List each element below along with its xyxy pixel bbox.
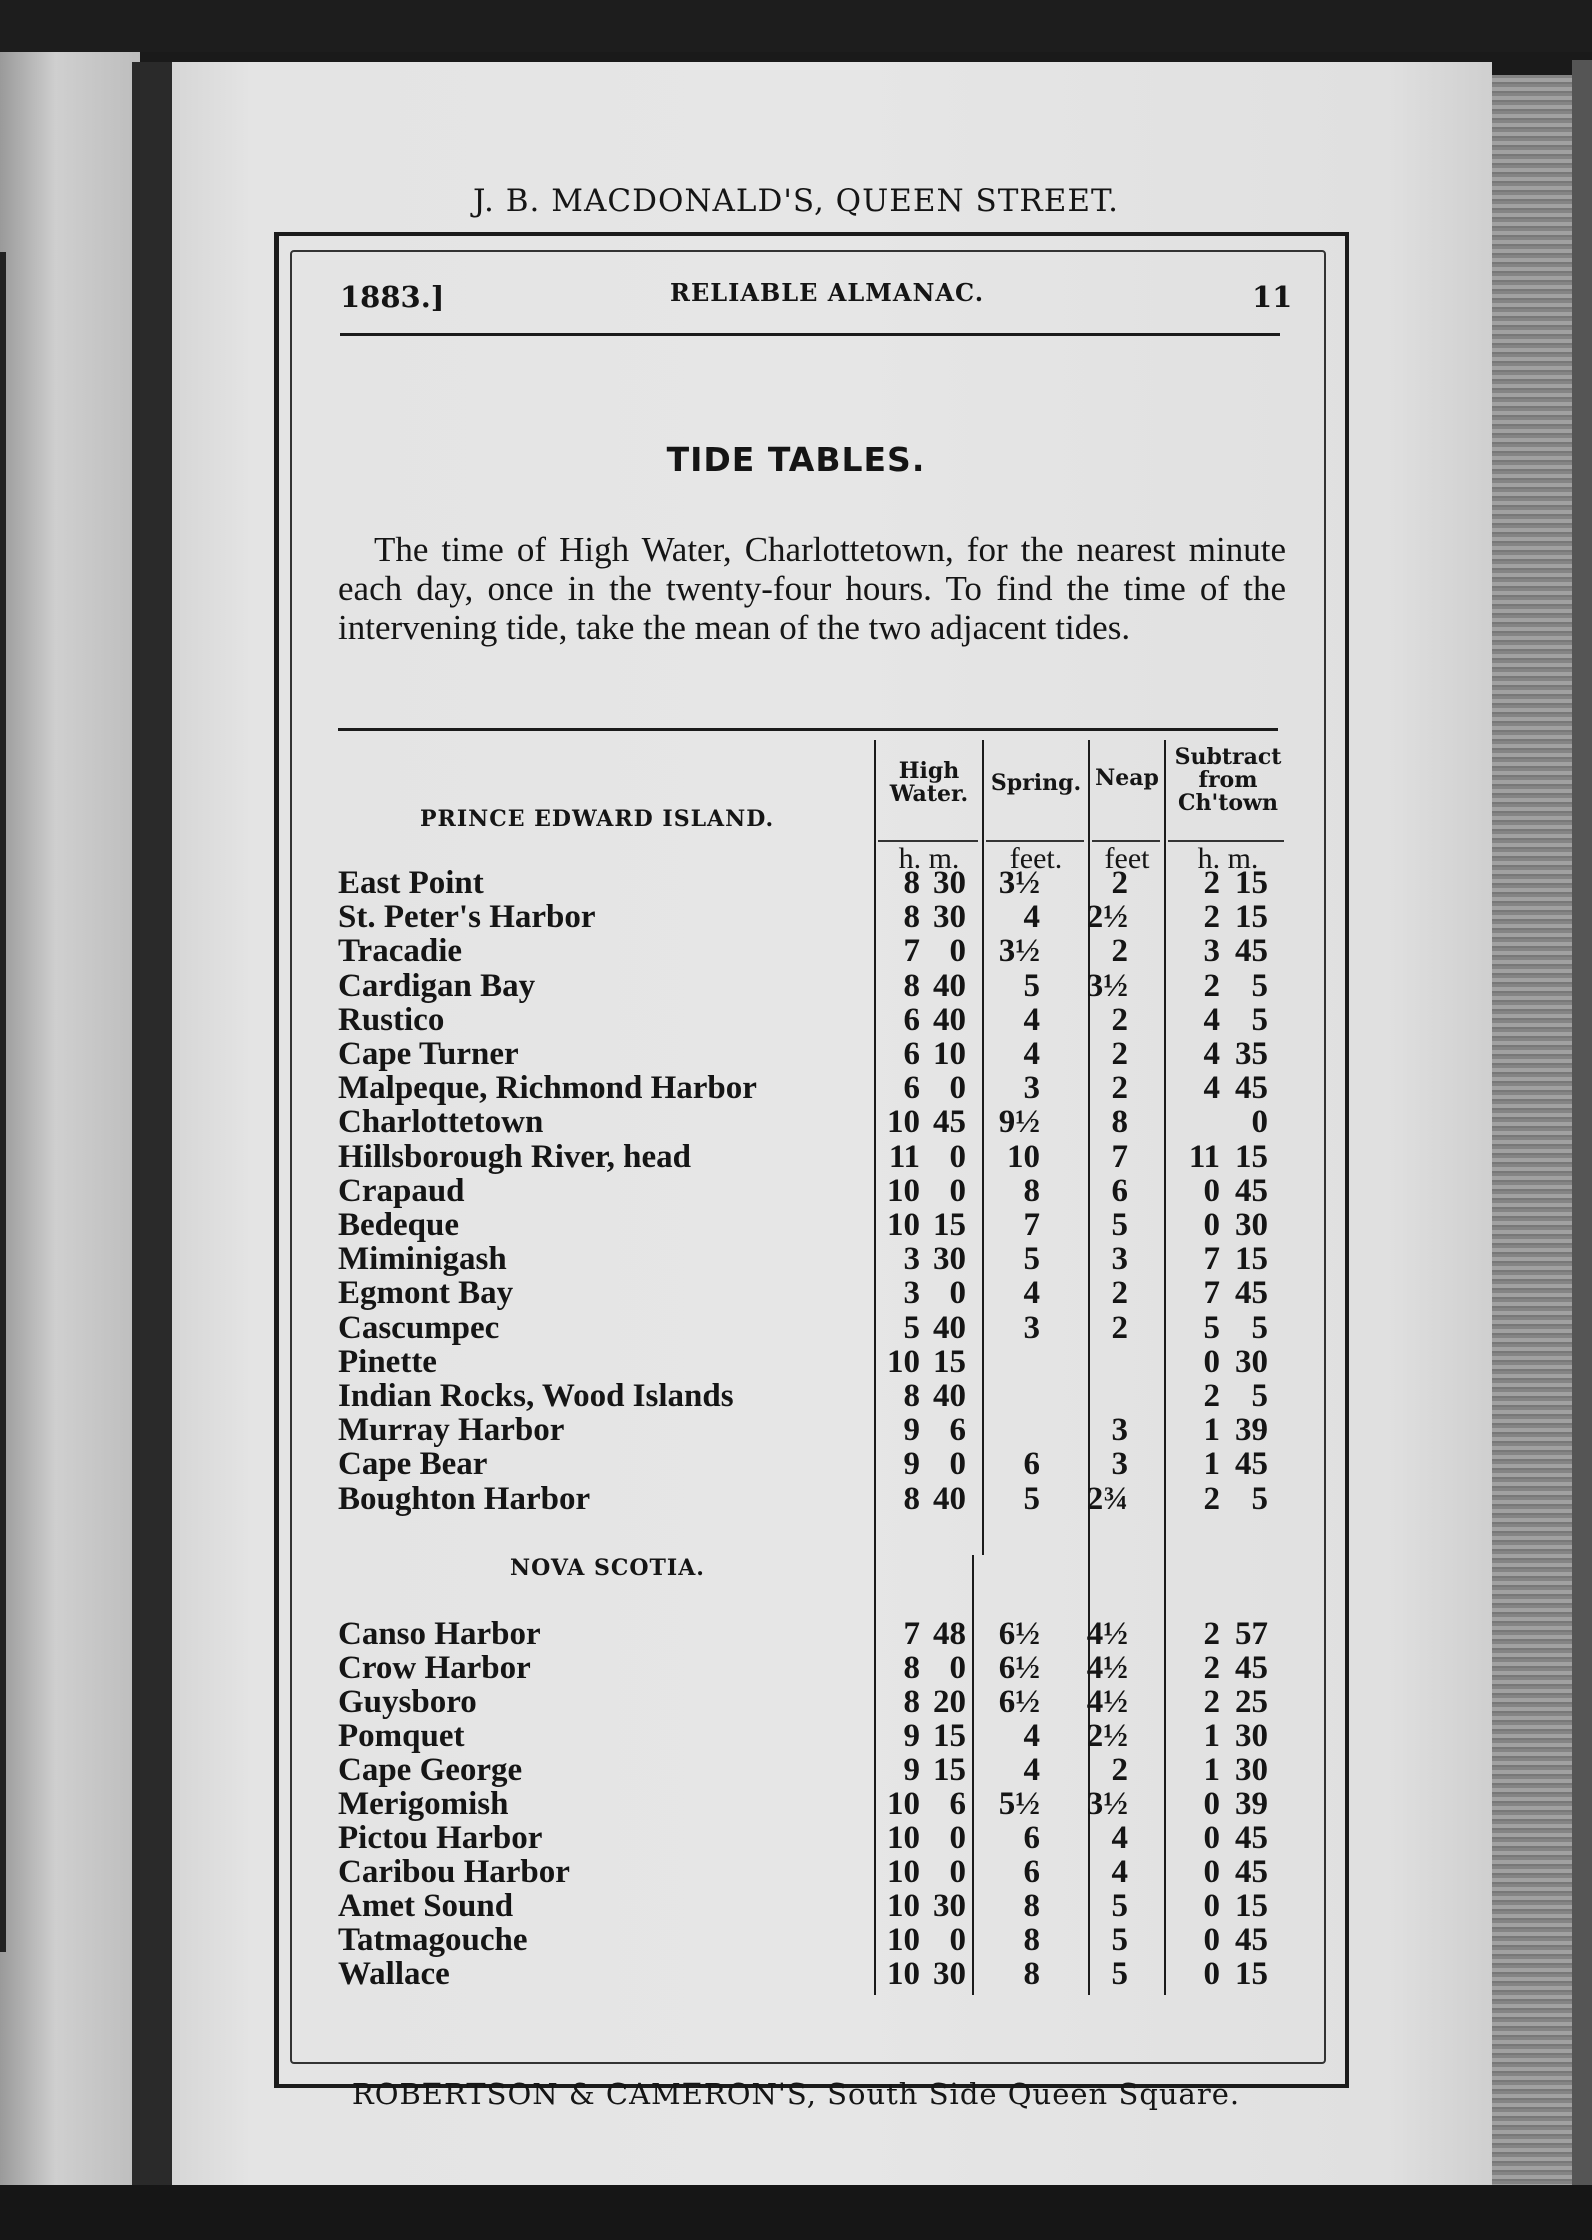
cell-sh: 1	[1203, 1446, 1220, 1483]
cell-spring: 5½	[998, 1786, 1040, 1822]
cell-h: 10	[887, 1207, 920, 1243]
running-head: J. B. MACDONALD'S, QUEEN STREET.	[473, 183, 1119, 219]
table-row	[0, 1753, 1592, 1787]
cell-h: 10	[887, 1786, 920, 1822]
cell-m: 0	[949, 1172, 966, 1209]
table-row	[0, 1719, 1592, 1753]
cell-m: 0	[949, 1070, 966, 1107]
running-foot: ROBERTSON & CAMERON'S, South Side Queen Square.	[351, 2077, 1241, 2111]
cell-spring: 8	[1023, 1172, 1040, 1209]
place-name: Wallace	[338, 1956, 450, 1992]
cell-m: 40	[933, 1001, 966, 1038]
cell-sh: 2	[1203, 899, 1220, 936]
page-number: 11	[1252, 280, 1293, 314]
region-heading: PRINCE EDWARD ISLAND.	[420, 806, 775, 832]
table-row	[0, 1276, 1592, 1310]
cell-spring: 6½	[998, 1616, 1040, 1652]
cell-sh: 2	[1203, 865, 1220, 901]
cell-spring: 8	[1023, 1888, 1040, 1924]
cell-spring: 4	[1023, 1752, 1040, 1788]
cell-sm: 30	[1235, 1752, 1268, 1788]
cell-spring: 4	[1023, 1275, 1040, 1312]
cell-sh: 2	[1203, 1378, 1220, 1414]
cell-neap: 4½	[1086, 1684, 1128, 1720]
table-row	[0, 969, 1592, 1003]
cell-sh: 1	[1203, 1718, 1220, 1754]
cell-sm: 45	[1235, 1650, 1268, 1686]
cell-sm: 15	[1235, 899, 1268, 936]
unit-subtract: h. m.	[1197, 842, 1259, 875]
cell-neap: 2	[1111, 1752, 1128, 1788]
table-row	[0, 1379, 1592, 1413]
cell-h: 8	[903, 1378, 920, 1414]
cell-h: 10	[887, 1172, 920, 1209]
cell-sh: 2	[1203, 1616, 1220, 1652]
cell-neap: 2	[1111, 1001, 1128, 1038]
cell-h: 7	[903, 933, 920, 970]
cell-spring: 4	[1023, 1036, 1040, 1072]
cell-m: 10	[933, 1036, 966, 1072]
cell-m: 30	[933, 1241, 966, 1278]
cell-sm: 5	[1251, 1378, 1268, 1414]
cell-m: 40	[933, 1378, 966, 1414]
table-row	[0, 934, 1592, 968]
cell-sh: 0	[1203, 1888, 1220, 1924]
cell-neap: 2¾	[1086, 1480, 1128, 1517]
place-name: Murray Harbor	[338, 1412, 565, 1449]
cell-h: 9	[903, 1446, 920, 1483]
cell-neap: 2	[1111, 933, 1128, 970]
cell-neap: 2	[1111, 1070, 1128, 1107]
cell-sh: 11	[1188, 1138, 1220, 1175]
cell-sm: 39	[1235, 1786, 1268, 1822]
column-header-subtract: Subtract from Ch'town	[1174, 744, 1282, 816]
cell-sm: 45	[1235, 1275, 1268, 1312]
place-name: Tracadie	[338, 933, 463, 970]
unit-high-water: h. m.	[898, 842, 960, 875]
cell-neap: 2	[1111, 1275, 1128, 1312]
cell-h: 10	[887, 1104, 920, 1141]
table-row	[0, 1855, 1592, 1889]
place-name: Caribou Harbor	[338, 1854, 570, 1890]
cell-neap: 2	[1111, 1309, 1128, 1346]
cell-m: 0	[949, 1854, 966, 1890]
cell-h: 10	[887, 1854, 920, 1890]
place-name: Crapaud	[338, 1172, 465, 1209]
table-row	[0, 1037, 1592, 1071]
cell-neap: 8	[1111, 1104, 1128, 1141]
cell-h: 10	[887, 1922, 920, 1958]
cell-sh: 0	[1203, 1343, 1220, 1380]
cell-spring: 7	[1023, 1207, 1040, 1243]
place-name: Pomquet	[338, 1718, 465, 1754]
cell-sm: 15	[1235, 1888, 1268, 1924]
cell-spring: 6	[1023, 1854, 1040, 1890]
table-row	[0, 1923, 1592, 1957]
cell-neap: 4	[1111, 1820, 1128, 1856]
place-name: Canso Harbor	[338, 1616, 541, 1652]
cell-sm: 5	[1251, 1001, 1268, 1038]
header-year: 1883.]	[340, 280, 445, 314]
table-row	[0, 1140, 1592, 1174]
cell-neap: 3	[1111, 1446, 1128, 1483]
cell-h: 5	[903, 1309, 920, 1346]
cell-spring: 10	[1007, 1138, 1040, 1175]
table-row	[0, 1071, 1592, 1105]
table-row	[0, 1105, 1592, 1139]
cell-neap: 2½	[1086, 899, 1128, 936]
cell-spring: 5	[1023, 1480, 1040, 1517]
cell-h: 8	[903, 967, 920, 1004]
cell-neap: 5	[1111, 1956, 1128, 1992]
cell-spring: 6	[1023, 1446, 1040, 1483]
table-row	[0, 1821, 1592, 1855]
cell-sm: 5	[1251, 1480, 1268, 1517]
place-name: Charlottetown	[338, 1104, 544, 1141]
cell-h: 8	[903, 1684, 920, 1720]
cell-spring: 3	[1023, 1309, 1040, 1346]
place-name: St. Peter's Harbor	[338, 899, 596, 936]
cell-sm: 45	[1235, 1854, 1268, 1890]
cell-m: 0	[949, 933, 966, 970]
place-name: Cape George	[338, 1752, 523, 1788]
cell-m: 15	[933, 1207, 966, 1243]
cell-h: 10	[887, 1956, 920, 1992]
cell-sm: 15	[1235, 865, 1268, 901]
cell-sm: 45	[1235, 1820, 1268, 1856]
cell-m: 0	[949, 1446, 966, 1483]
cell-neap: 3½	[1086, 967, 1128, 1004]
place-name: Tatmagouche	[338, 1922, 528, 1958]
cell-sm: 45	[1235, 933, 1268, 970]
cell-m: 40	[933, 1480, 966, 1517]
region-heading: NOVA SCOTIA.	[510, 1555, 705, 1581]
cell-sm: 39	[1235, 1412, 1268, 1449]
cell-spring: 6½	[998, 1650, 1040, 1686]
place-name: Pictou Harbor	[338, 1820, 543, 1856]
cell-spring: 4	[1023, 1001, 1040, 1038]
cell-h: 9	[903, 1412, 920, 1449]
cell-sm: 45	[1235, 1172, 1268, 1209]
column-header-spring: Spring.	[990, 770, 1082, 796]
cell-h: 8	[903, 1480, 920, 1517]
cell-h: 8	[903, 1650, 920, 1686]
cell-h: 3	[903, 1275, 920, 1312]
cell-m: 0	[949, 1650, 966, 1686]
cell-sh: 0	[1203, 1172, 1220, 1209]
cell-sh: 1	[1203, 1412, 1220, 1449]
cell-neap: 3	[1111, 1412, 1128, 1449]
cell-sh: 1	[1203, 1752, 1220, 1788]
cell-sm: 57	[1235, 1616, 1268, 1652]
cell-sm: 25	[1235, 1684, 1268, 1720]
place-name: Indian Rocks, Wood Islands	[338, 1378, 734, 1414]
place-name: Cascumpec	[338, 1309, 500, 1346]
cell-sm: 30	[1235, 1207, 1268, 1243]
cell-sh: 0	[1203, 1207, 1220, 1243]
cell-neap: 5	[1111, 1888, 1128, 1924]
scan-top-border	[0, 0, 1592, 52]
cell-m: 40	[933, 967, 966, 1004]
place-name: Miminigash	[338, 1241, 507, 1278]
cell-sh: 0	[1203, 1820, 1220, 1856]
cell-m: 30	[933, 1888, 966, 1924]
cell-m: 30	[933, 899, 966, 936]
cell-sh: 7	[1203, 1275, 1220, 1312]
cell-spring: 9½	[998, 1104, 1040, 1141]
cell-sh: 5	[1203, 1309, 1220, 1346]
cell-sm: 30	[1235, 1343, 1268, 1380]
cell-h: 8	[903, 865, 920, 901]
cell-sh: 0	[1203, 1922, 1220, 1958]
cell-spring: 3½	[998, 865, 1040, 901]
cell-m: 30	[933, 1956, 966, 1992]
cell-m: 6	[949, 1412, 966, 1449]
cell-h: 6	[903, 1070, 920, 1107]
cell-h: 6	[903, 1001, 920, 1038]
table-row	[0, 866, 1592, 900]
cell-sm: 45	[1235, 1446, 1268, 1483]
header-title: RELIABLE ALMANAC.	[670, 278, 985, 307]
table-row	[0, 900, 1592, 934]
cell-neap: 4½	[1086, 1650, 1128, 1686]
place-name: Egmont Bay	[338, 1275, 514, 1312]
cell-h: 8	[903, 899, 920, 936]
place-name: Bedeque	[338, 1207, 460, 1243]
cell-sh: 0	[1203, 1854, 1220, 1890]
table-row	[0, 1889, 1592, 1923]
place-name: Rustico	[338, 1001, 445, 1038]
cell-neap: 5	[1111, 1207, 1128, 1243]
cell-sm: 5	[1251, 967, 1268, 1004]
cell-neap: 3½	[1086, 1786, 1128, 1822]
cell-neap: 4½	[1086, 1616, 1128, 1652]
cell-h: 9	[903, 1718, 920, 1754]
cell-m: 15	[933, 1752, 966, 1788]
cell-h: 11	[888, 1138, 920, 1175]
cell-h: 10	[887, 1820, 920, 1856]
cell-h: 7	[903, 1616, 920, 1652]
cell-sm: 15	[1235, 1956, 1268, 1992]
cell-sh: 2	[1203, 1480, 1220, 1517]
cell-neap: 4	[1111, 1854, 1128, 1890]
cell-spring: 4	[1023, 1718, 1040, 1754]
section-title: TIDE TABLES.	[666, 440, 926, 479]
column-header-neap: Neap	[1095, 765, 1159, 791]
cell-h: 9	[903, 1752, 920, 1788]
cell-m: 20	[933, 1684, 966, 1720]
place-name: Cardigan Bay	[338, 967, 536, 1004]
place-name: East Point	[338, 865, 484, 901]
cell-m: 48	[933, 1616, 966, 1652]
cell-sm: 15	[1235, 1138, 1268, 1175]
table-row	[0, 1685, 1592, 1719]
place-name: Amet Sound	[338, 1888, 514, 1924]
cell-spring: 8	[1023, 1956, 1040, 1992]
table-row	[0, 1345, 1592, 1379]
table-row	[0, 1208, 1592, 1242]
unit-neap: feet	[1104, 842, 1150, 875]
place-name: Pinette	[338, 1343, 437, 1380]
intro-paragraph: The time of High Water, Charlottetown, for the nearest minute each day, once in the twenty-four hours. To find the time of the intervening tide, take the mean of the two adjacent tides.	[338, 530, 1286, 647]
cell-sm: 45	[1235, 1922, 1268, 1958]
scan-bottom-border	[0, 2185, 1592, 2240]
table-row	[0, 1617, 1592, 1651]
cell-spring: 8	[1023, 1922, 1040, 1958]
cell-m: 0	[949, 1922, 966, 1958]
cell-sh: 0	[1203, 1786, 1220, 1822]
table-row	[0, 1311, 1592, 1345]
cell-neap: 2½	[1086, 1718, 1128, 1754]
cell-m: 40	[933, 1309, 966, 1346]
table-top-rule	[338, 728, 1278, 731]
place-name: Hillsborough River, head	[338, 1138, 691, 1175]
table-row	[0, 1413, 1592, 1447]
cell-h: 10	[887, 1343, 920, 1380]
cell-m: 6	[949, 1786, 966, 1822]
place-name: Merigomish	[338, 1786, 509, 1822]
cell-m: 0	[949, 1138, 966, 1175]
place-name: Malpeque, Richmond Harbor	[338, 1070, 757, 1107]
cell-spring: 4	[1023, 899, 1040, 936]
table-row	[0, 1174, 1592, 1208]
cell-sm: 0	[1251, 1104, 1268, 1141]
cell-neap: 5	[1111, 1922, 1128, 1958]
cell-h: 6	[903, 1036, 920, 1072]
place-name: Cape Bear	[338, 1446, 488, 1483]
cell-sm: 35	[1235, 1036, 1268, 1072]
table-row	[0, 1482, 1592, 1516]
place-name: Guysboro	[338, 1684, 477, 1720]
table-row	[0, 1957, 1592, 1991]
place-name: Boughton Harbor	[338, 1480, 591, 1517]
cell-sm: 45	[1235, 1070, 1268, 1107]
cell-sh: 0	[1203, 1956, 1220, 1992]
cell-neap: 6	[1111, 1172, 1128, 1209]
cell-sh: 3	[1203, 933, 1220, 970]
cell-m: 30	[933, 865, 966, 901]
table-row	[0, 1651, 1592, 1685]
cell-neap: 3	[1111, 1241, 1128, 1278]
cell-sh: 4	[1203, 1036, 1220, 1072]
unit-spring: feet.	[1009, 842, 1063, 875]
cell-spring: 6½	[998, 1684, 1040, 1720]
column-header-high-water: High Water.	[889, 758, 969, 807]
cell-spring: 5	[1023, 967, 1040, 1004]
cell-h: 10	[887, 1888, 920, 1924]
cell-neap: 7	[1111, 1138, 1128, 1175]
cell-sm: 15	[1235, 1241, 1268, 1278]
cell-m: 15	[933, 1343, 966, 1380]
place-name: Cape Turner	[338, 1036, 519, 1072]
cell-neap: 2	[1111, 865, 1128, 901]
cell-spring: 6	[1023, 1820, 1040, 1856]
cell-m: 15	[933, 1718, 966, 1754]
cell-sh: 7	[1203, 1241, 1220, 1278]
cell-spring: 3½	[998, 933, 1040, 970]
cell-sh: 2	[1203, 967, 1220, 1004]
cell-m: 0	[949, 1275, 966, 1312]
table-row	[0, 1447, 1592, 1481]
cell-sm: 30	[1235, 1718, 1268, 1754]
cell-sh: 4	[1203, 1001, 1220, 1038]
cell-spring: 5	[1023, 1241, 1040, 1278]
table-row	[0, 1242, 1592, 1276]
cell-sh: 4	[1203, 1070, 1220, 1107]
cell-neap: 2	[1111, 1036, 1128, 1072]
table-row	[0, 1787, 1592, 1821]
cell-spring: 3	[1023, 1070, 1040, 1107]
cell-m: 45	[933, 1104, 966, 1141]
cell-sm: 5	[1251, 1309, 1268, 1346]
header-rule	[340, 333, 1280, 336]
cell-sh: 2	[1203, 1684, 1220, 1720]
cell-h: 3	[903, 1241, 920, 1278]
place-name: Crow Harbor	[338, 1650, 531, 1686]
cell-m: 0	[949, 1820, 966, 1856]
cell-sh: 2	[1203, 1650, 1220, 1686]
table-row	[0, 1003, 1592, 1037]
